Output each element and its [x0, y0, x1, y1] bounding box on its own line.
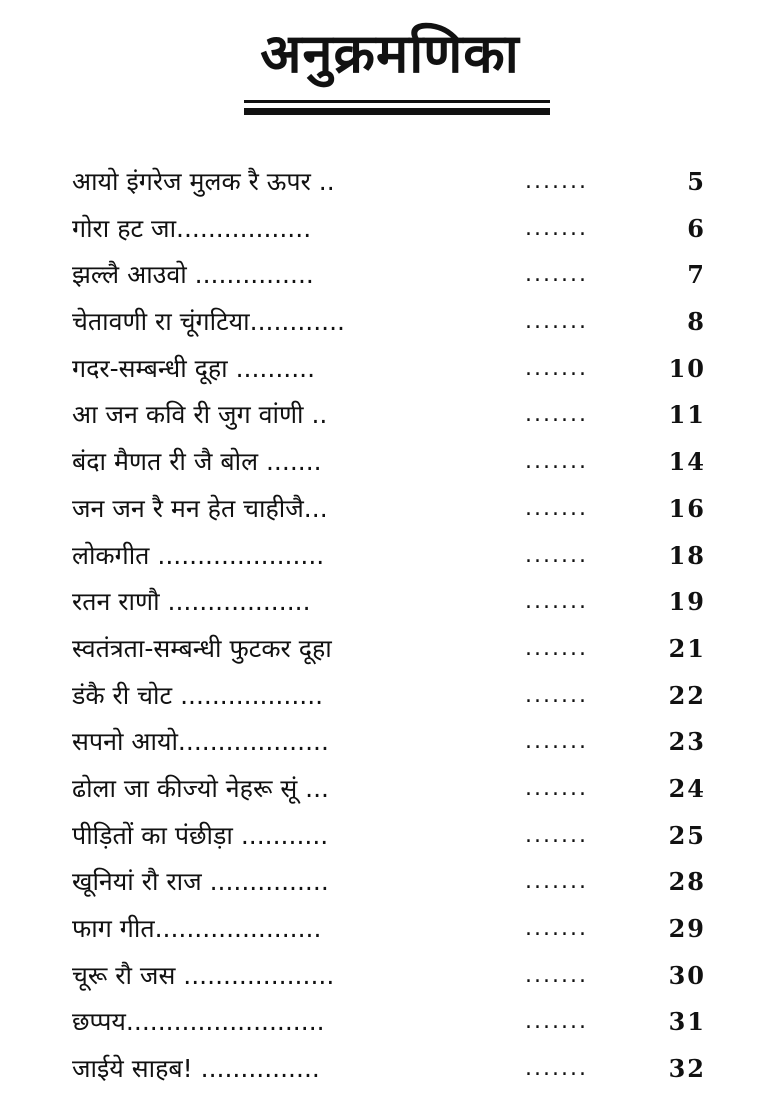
toc-entry-page: 23 [668, 727, 706, 757]
toc-entry-leader: ....... [525, 215, 588, 241]
toc-entry-page: 29 [668, 914, 706, 943]
toc-entry [72, 860, 712, 907]
toc-entry-page: 19 [668, 587, 706, 617]
toc-entry [72, 627, 712, 674]
toc-entry-leader: ....... [525, 775, 588, 801]
toc-entry-leader: ....... [525, 169, 588, 194]
toc-entry-leader: ....... [525, 449, 588, 475]
toc-entry-title: जाईये साहब! ............... [72, 1054, 320, 1084]
toc-entry-leader: ....... [525, 822, 588, 848]
toc-entry-title: पीड़ितों का पंछीड़ा ........... [72, 820, 329, 850]
toc-entry [72, 1047, 712, 1094]
toc-entry [72, 907, 712, 954]
toc-entry [72, 1000, 712, 1047]
toc-entry-page: 24 [668, 773, 706, 803]
toc-entry [72, 440, 712, 487]
toc-entry [72, 207, 712, 254]
toc-entry-page: 7 [687, 260, 706, 290]
toc-entry-page: 10 [668, 353, 706, 383]
toc-entry [72, 347, 712, 394]
toc-entry [72, 393, 712, 440]
toc-entry-title: सपनो आयो................... [72, 727, 329, 757]
toc-entry-title: खूनियां रौ राज ............... [72, 867, 329, 897]
toc-entry-page: 25 [668, 820, 706, 850]
toc-entry [72, 160, 712, 207]
toc-entry-leader: ....... [525, 962, 588, 988]
toc-entry-title: फाग गीत..................... [72, 914, 322, 943]
toc-entry-leader: ....... [525, 635, 588, 661]
toc-entry-title: झल्लै आउवो ............... [72, 260, 314, 290]
toc-entry-leader: ....... [525, 309, 588, 335]
title-rule-thin [244, 100, 550, 103]
toc-entry [72, 253, 712, 300]
toc-entry-title: आ जन कवि री जुग वांणी .. [72, 400, 328, 430]
toc-entry-leader: ....... [525, 589, 588, 615]
toc-entry [72, 580, 712, 627]
toc-entry-title: चेतावणी रा चूंगटिया............ [72, 307, 346, 337]
toc-entry [72, 720, 712, 767]
toc-entry-title: स्वतंत्रता-सम्बन्धी फुटकर दूहा [72, 633, 332, 663]
toc-entry-leader: ....... [525, 682, 588, 708]
toc-entry-page: 14 [668, 447, 706, 477]
toc-entry-page: 5 [687, 167, 706, 196]
toc-entry-leader: ....... [525, 1009, 588, 1035]
toc-entry-leader: ....... [525, 262, 588, 288]
toc-entry-page: 32 [668, 1054, 706, 1084]
toc-entry-title: आयो इंगरेज मुलक रै ऊपर .. [72, 167, 335, 196]
toc-entry-title: बंदा मैणत री जै बोल ....... [72, 447, 322, 477]
toc-entry-title: लोकगीत ..................... [72, 540, 325, 570]
toc-entry-title: चूरू रौ जस ................... [72, 960, 335, 990]
toc-entry-page: 28 [668, 867, 706, 897]
toc-entry-page: 8 [687, 307, 706, 337]
toc-entry-page: 18 [668, 540, 706, 570]
page-title: अनुक्रमणिका [260, 22, 520, 85]
toc-entry-title: डंकै री चोट .................. [72, 680, 324, 710]
toc-entry [72, 767, 712, 814]
toc-list [72, 160, 712, 1094]
toc-entry [72, 954, 712, 1001]
toc-entry-page: 22 [668, 680, 706, 710]
toc-entry-leader: ....... [525, 355, 588, 381]
title-rule-thick [244, 108, 550, 115]
toc-entry-title: गोरा हट जा................. [72, 213, 312, 243]
toc-entry-leader: ....... [525, 869, 588, 895]
toc-entry-page: 31 [668, 1007, 706, 1037]
toc-entry [72, 534, 712, 581]
toc-entry-leader: ....... [525, 402, 588, 428]
toc-entry-leader: ....... [525, 495, 588, 521]
toc-entry-leader: ....... [525, 916, 588, 941]
toc-entry-page: 6 [687, 213, 706, 243]
toc-entry-title: गदर-सम्बन्धी दूहा .......... [72, 353, 316, 383]
toc-entry-title: रतन राणौ .................. [72, 587, 311, 617]
toc-entry-title: ढोला जा कीज्यो नेहरू सूं ... [72, 773, 329, 803]
toc-entry [72, 674, 712, 721]
toc-entry-page: 11 [668, 400, 706, 430]
toc-entry-page: 16 [668, 493, 706, 523]
toc-entry-title: जन जन रै मन हेत चाहीजै... [72, 493, 328, 523]
toc-entry [72, 487, 712, 534]
toc-entry-title: छप्पय......................... [72, 1007, 325, 1037]
toc-entry-leader: ....... [525, 542, 588, 568]
toc-entry-leader: ....... [525, 1056, 588, 1082]
toc-entry-page: 30 [668, 960, 706, 990]
toc-entry-page: 21 [668, 633, 706, 663]
toc-entry-leader: ....... [525, 729, 588, 755]
toc-entry [72, 814, 712, 861]
toc-entry [72, 300, 712, 347]
